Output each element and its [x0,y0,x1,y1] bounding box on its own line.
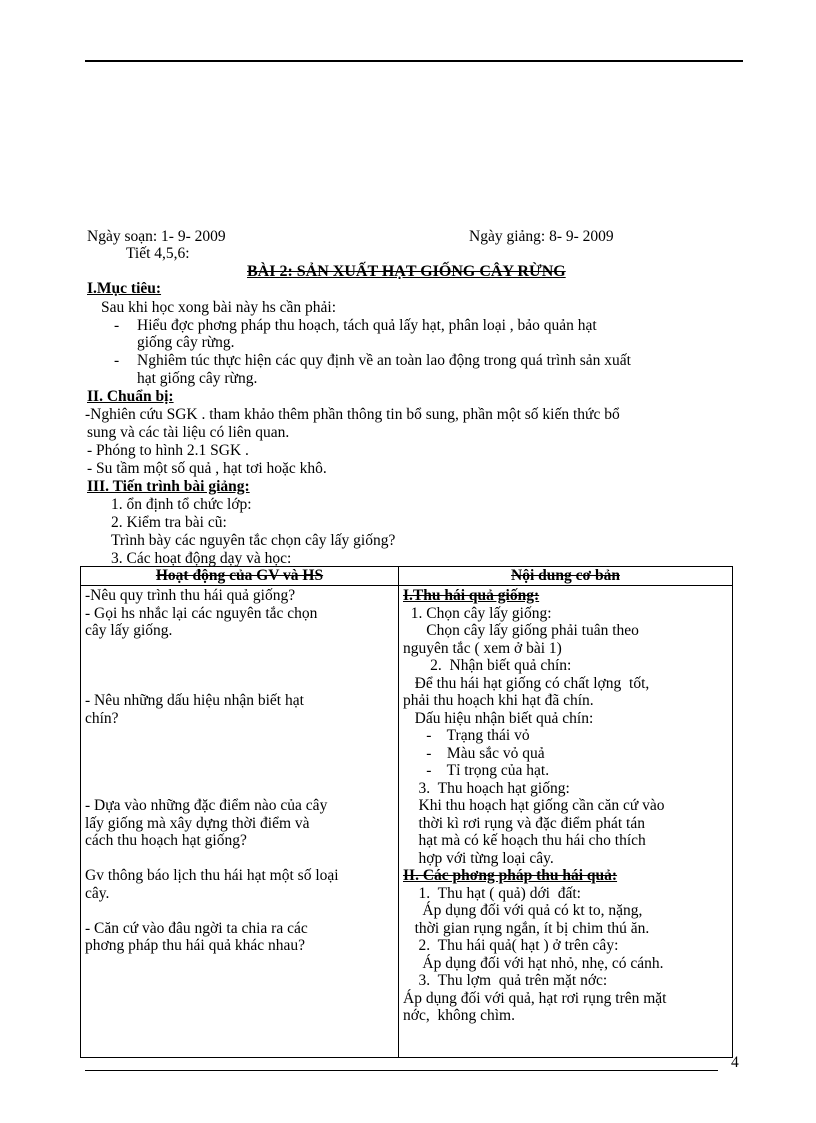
section1-item1-line2: giống cây rừng. [137,334,235,351]
section3-line: 2. Kiểm tra bài cũ: [111,514,227,531]
content-line: 3. Thu lợm quả trên mặt nớc: [403,972,608,989]
section3-line: Trình bày các nguyên tắc chọn cây lấy giống? [111,532,396,549]
table-header-right: Nội dung cơ bản [399,567,733,586]
ngay-soan: Ngày soạn: 1- 9- 2009 [87,228,226,245]
section2-heading: II. Chuẩn bị: [87,388,174,405]
content-line: Dấu hiệu nhận biết quả chín: [403,709,594,727]
section1-heading: I.Mục tiêu: [87,280,162,297]
page-number: 4 [731,1054,739,1071]
section3-line: 3. Các hoạt động dạy và học: [111,550,292,567]
content-line: thời gian rụng ngắn, ít bị chim thú ăn. [403,919,650,937]
ngay-giang: Ngày giảng: 8- 9- 2009 [469,228,614,245]
activity-line: cây. [85,884,110,902]
content-line: 3. Thu hoạch hạt giống: [403,779,570,797]
content-line: - Trạng thái vỏ [403,727,530,744]
activity-line: - Căn cứ vào đâu ngời ta chia ra các [85,919,308,937]
content-section-heading: I.Thu hái quả giống: [403,587,540,604]
content-line: 1. Thu hạt ( quả) dới đất: [403,884,581,902]
table-header-left: Hoạt động của GV và HS [81,567,399,586]
bullet-dash: - [114,317,120,334]
section3-line: 1. ổn định tổ chức lớp: [111,496,252,513]
activity-line: Gv thông báo lịch thu hái hạt một số loại [85,867,339,884]
activity-line [85,657,394,675]
content-line: 2. Nhận biết quả chín: [403,657,572,674]
content-line: hạt mà có kế hoạch thu hái cho thích [403,832,646,849]
top-rule [85,60,743,62]
section2-line: -Nghiên cứu SGK . tham khảo thêm phần thông tin bổ sung, phần một số kiến thức bổ [85,406,620,423]
content-line: nớc, không chìm. [403,1007,515,1024]
content-line: hợp với từng loại cây. [403,849,554,867]
activity-line: - Dựa vào những đặc điểm nào của cây [85,797,328,814]
table-cell-activities [81,586,399,1058]
bullet-dash: - [114,352,120,369]
section2-line: sung và các tài liệu có liên quan. [87,424,290,441]
activity-line: cách thu hoạch hạt giống? [85,832,247,849]
activity-line [85,640,394,658]
activity-line [85,745,394,763]
content-line: - Tỉ trọng của hạt. [403,762,550,779]
activity-line: phơng pháp thu hái quả khác nhau? [85,937,305,954]
content-line: nguyên tắc ( xem ở bài 1) [403,639,562,657]
activity-line: - Nêu những dấu hiệu nhận biết hạt [85,692,304,709]
footer-rule [85,1070,718,1071]
table-cell-content [399,586,733,1058]
content-line: Khi thu hoạch hạt giống cần căn cứ vào [403,797,665,814]
content-line: 1. Chọn cây lấy giống: [403,604,552,622]
content-line: 2. Thu hái quả( hạt ) ở trên cây: [403,937,619,954]
activity-line [85,762,394,780]
lesson-title: BÀI 2: SẢN XUẤT HẠT GIỐNG CÂY RỪNG [247,263,566,280]
activity-line [85,780,394,798]
activity-line: cây lấy giống. [85,622,173,639]
content-line: Áp dụng đối với quả có kt to, nặng, [403,902,643,919]
activity-line [85,727,394,745]
activity-line: - Gọi hs nhắc lại các nguyên tắc chọn [85,604,318,622]
section3-heading: III. Tiến trình bài giảng: [87,478,250,495]
content-line: Chọn cây lấy giống phải tuân theo [403,622,639,639]
activity-line [85,850,394,868]
content-section-heading: II. Các phơng pháp thu hái quả: [403,867,618,884]
content-line: - Màu sắc vỏ quả [403,744,545,762]
content-line: thời kì rơi rụng và đặc điểm phát tán [403,814,645,832]
activity-line: -Nêu quy trình thu hái quả giống? [85,587,296,604]
activity-line: lấy giống mà xây dựng thời điểm và [85,814,310,832]
content-line: Áp dụng đối với hạt nhỏ, nhẹ, có cánh. [403,954,664,972]
section2-line: - Su tầm một số quả , hạt tơi hoặc khô. [87,460,327,477]
section1-item1-line1: Hiểu đợc phơng pháp thu hoạch, tách quả lấy hạt, phân loại , bảo quản hạt [137,317,597,334]
activity-line [85,902,394,920]
activity-line: chín? [85,709,119,727]
tiet: Tiết 4,5,6: [126,245,190,262]
section1-item2-line1: Nghiêm túc thực hiện các quy định về an toàn lao động trong quá trình sản xuất [137,352,631,369]
content-line: Áp dụng đối với quả, hạt rơi rụng trên mặt [403,989,667,1007]
section2-line: - Phóng to hình 2.1 SGK . [87,442,249,459]
lesson-table [80,566,733,1058]
content-line: phải thu hoạch khi hạt đã chín. [403,692,594,709]
activity-line [85,675,394,693]
content-line: Để thu hái hạt giống có chất lợng tốt, [403,674,650,692]
section1-intro: Sau khi học xong bài này hs cần phải: [101,299,337,316]
section1-item2-line2: hạt giống cây rừng. [137,370,258,387]
